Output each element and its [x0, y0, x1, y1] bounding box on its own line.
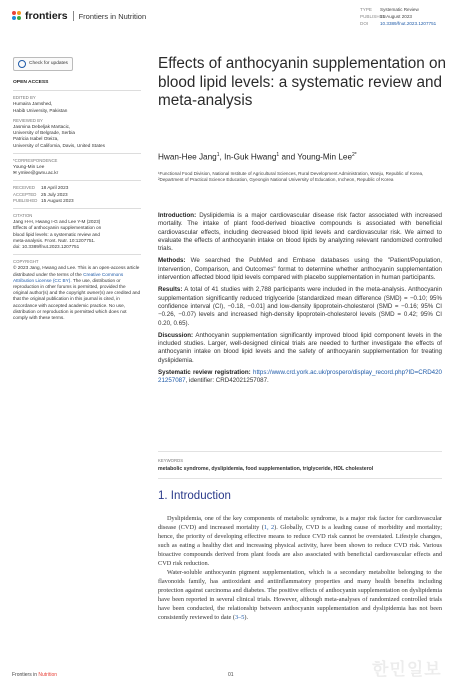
author-name: Young-Min Lee: [297, 152, 353, 162]
correspondence-email[interactable]: ✉ ymlee@gwnu.ac.kr: [13, 170, 59, 176]
page-number: 01: [228, 672, 234, 678]
correspondence-name: Young-Min Lee: [13, 164, 45, 170]
journal-name: Frontiers in Nutrition: [78, 11, 147, 21]
check-for-updates-button[interactable]: Check for updates: [13, 57, 73, 71]
paragraph: Water-soluble anthocyanin pigment supplementation, which is a secondary metabolite belonging to the flavonoids family, has antioxidant and antiinflammatory properties and many health benefits including protection against carcinoma and diabetes. The positive effects of anthocyanin supplementation on dyslipidemia have been reported in several clinical trials. However, although meta-analyses of randomized controlled trials have been conducted, the relationship between anthocyanin supplementation and dyslipidemia has not been consistently reviewed to date (3–5).: [158, 569, 442, 621]
editor-name: Humaira Jamshed,: [13, 101, 53, 107]
sidebar: [13, 57, 141, 321]
copyright-label: COPYRIGHT: [13, 259, 39, 265]
reviewer-1-name: Jasmina Debeljak Martacic,: [13, 124, 71, 130]
article-dates: RECEIVED 18 April 2023 ACCEPTED 25 July 2023 PUBLISHED 15 August 2023: [13, 185, 74, 203]
meta-doi: DOI 10.3389/fnut.2023.1207751: [360, 21, 437, 26]
author-name: Hwan-Hee Jang: [158, 152, 217, 162]
abstract: [158, 212, 442, 390]
watermark: 한민일보: [372, 660, 442, 679]
keywords: metabolic syndrome, dyslipidemia, food supplementation, triglyceride, HDL cholesterol: [158, 466, 374, 472]
update-check-icon: [18, 60, 26, 68]
editor-affiliation: Habib University, Pakistan: [13, 107, 68, 113]
section-heading: 1. Introduction: [158, 490, 231, 502]
abstract-methods: Methods: We searched the PubMed and Embase databases using the "Patient/Population, Intervention, Comparison, and Outcomes" format to determine whether anthocyanin supplementation intervention affected blood lipid levels compared with placebo supplementation in human participants.: [158, 257, 442, 282]
header-divider: [73, 11, 74, 21]
meta-published: PUBLISHED15 August 2023: [360, 14, 412, 19]
reviewer-2-affiliation: University of California, Davis, United States: [13, 142, 105, 148]
reviewer-1-affiliation: University of Belgrade, Serbia: [13, 130, 76, 136]
citation-line: Effects of anthocyanin supplementation on: [13, 225, 102, 231]
citation-line: meta-analysis. Front. Nutr. 10:1207751.: [13, 237, 96, 243]
frontiers-logo-icon: [12, 11, 22, 21]
open-access-label: OPEN ACCESS: [13, 80, 49, 85]
meta-type: TYPE Systematic Review: [360, 7, 419, 12]
registration: Systematic review registration: https://www.crd.york.ac.uk/prospero/display_record.php?ID=CRD42021257087, identifier: CRD42021257087.: [158, 369, 442, 385]
divider: [13, 153, 141, 154]
divider: [13, 254, 141, 255]
cc-license-link[interactable]: Creative Commons Attribution License (CC BY).: [13, 271, 124, 283]
divider: [13, 208, 141, 209]
introduction-body: [158, 515, 442, 624]
reviewer-2-name: Patricia Isabel Oteiza,: [13, 136, 59, 142]
abstract-discussion: Discussion: Anthocyanin supplementation significantly improved blood lipid component levels in the included studies. Larger, well-designed clinical trials are needed to further investigate the effects of anthocyanin intake on blood lipid levels and the safety of anthocyanin supplementation for treating dyslipidemia.: [158, 331, 442, 364]
reference-link[interactable]: 1, 2: [263, 523, 275, 531]
copyright-text: © 2023 Jang, Hwang and Lee. This is an open-access article distributed under the terms of the Creative Commons Attribution License (CC BY). The use, distribution or reproduction in other forums is permitted, provided the original author(s) and the copyright owner(s) are credited and that the original publication in this journal is cited, in accordance with accepted academic practice. No use, distribution or reproduction is permitted which does not comply with these terms.: [13, 265, 141, 321]
abstract-introduction: Introduction: Dyslipidemia is a major cardiovascular disease risk factor associated with increased mortality. The intake of plant food-derived bioactive compounds is associated with beneficial cardiovascular effects, including decreased blood lipid levels and cardiovascular risk. We aimed to evaluate the effects of anthocyanin intake on blood lipids by analyzing relevant randomized controlled trials.: [158, 212, 442, 253]
divider: [13, 180, 141, 181]
citation-line: Jang H-H, Hwang I-G and Lee Y-M (2023): [13, 219, 101, 225]
article-title: Effects of anthocyanin supplementation on blood lipid levels: a systematic review and meta-analysis: [158, 55, 447, 110]
divider: [158, 478, 442, 479]
article-meta: [360, 6, 436, 27]
reference-link[interactable]: 3–5: [234, 613, 245, 621]
author-name: In-Guk Hwang: [224, 152, 277, 162]
citation-doi: doi: 10.3389/fnut.2023.1207751: [13, 244, 80, 250]
frontiers-logo[interactable]: [12, 10, 146, 22]
affiliations: ¹Functional Food Division, National Institute of Agricultural Sciences, Rural Development Administration, Wanju, Republic of Korea, ²Department of Practical Science Education, Gyeongin National University of Education, Incheon, Republic of Korea: [158, 171, 424, 183]
prospero-link[interactable]: https://www.crd.york.ac.uk/prospero/display_record.php?ID=CRD42021257087: [158, 369, 442, 385]
keywords-label: KEYWORDS: [158, 458, 184, 463]
divider: [158, 451, 442, 452]
abstract-results: Results: A total of 41 studies with 2,788 participants were included in the meta-analysis. Anthocyanin supplementation significantly reduced triglyceride [standardized mean difference (SMD) = −0.10; 95% confidence interval (CI), −0.18, −0.01] and low-density lipoprotein-cholesterol (SMD = −0.16; 95% CI −0.26, −0.07) levels and increased high-density lipoprotein-cholesterol levels (SMD = 0.42; 95% CI 0.20, 0.65).: [158, 286, 442, 327]
citation-line: blood lipid levels: a systematic review and: [13, 231, 101, 237]
footer-journal[interactable]: Frontiers in Nutrition: [12, 672, 58, 678]
divider: [13, 90, 141, 91]
paragraph: Dyslipidemia, one of the key components of metabolic syndrome, is a major risk factor for cardiovascular disease (CVD) and increased mortality (1, 2). Globally, CVD is a leading cause of morbidity and mortality; hence, the priority of developing effective means to reduce CVD risk cannot be overstated. Lifestyle changes, such as eating a healthy diet and increasing physical activity, have been shown to reduce CVD risk. Various bioactive compounds derived from plant foods are also associated with beneficial cardiovascular effects and CVD risk reduction.: [158, 515, 443, 567]
citation-label: CITATION: [13, 213, 33, 219]
author-list: Hwan-Hee Jang$^1$, In-Guk Hwang$^1$ and Young-Min Lee$^{2*}$: [158, 152, 357, 162]
brand-name: frontiers: [25, 10, 68, 22]
edited-by-label: EDITED BY: [13, 95, 36, 101]
correspondence-label: *CORRESPONDENCE: [13, 157, 58, 163]
reviewed-by-label: REVIEWED BY: [13, 117, 43, 123]
